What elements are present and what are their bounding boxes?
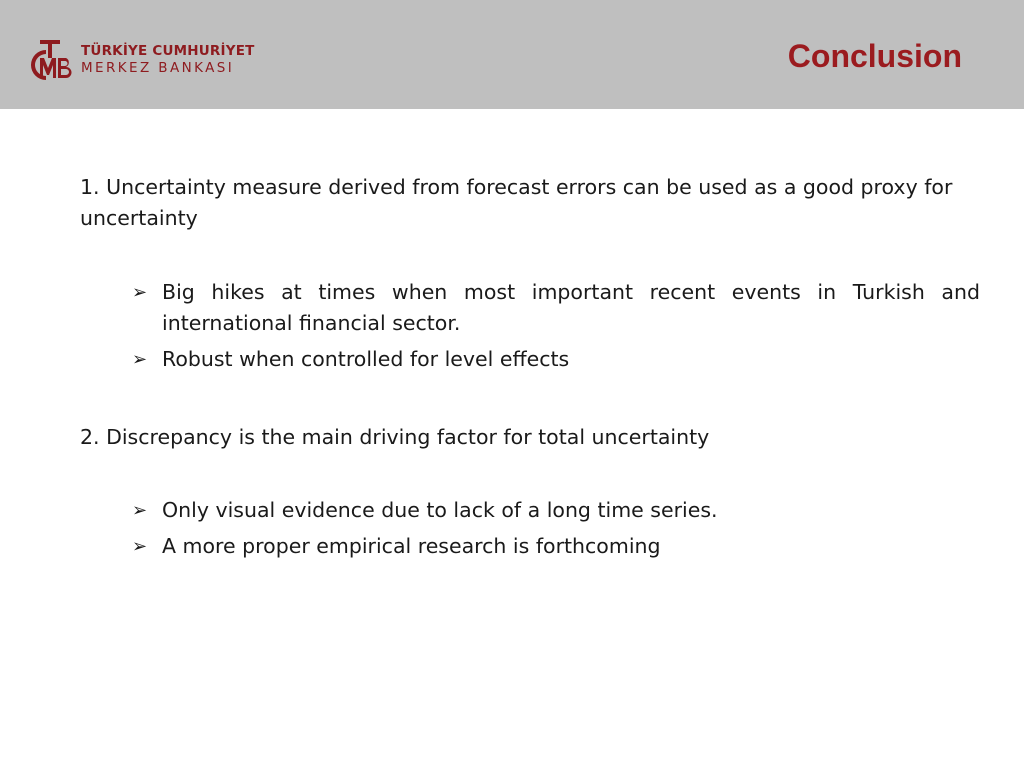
list-item-text: Big hikes at times when most important recent events in Turkish and international financial sector. xyxy=(162,280,980,335)
list-item xyxy=(80,495,980,526)
point-1-subitems xyxy=(80,277,980,375)
arrow-bullet-icon: ➢ xyxy=(132,536,148,557)
header-bar xyxy=(0,0,1024,109)
list-item xyxy=(80,531,980,562)
list-item-text: A more proper empirical research is forthcoming xyxy=(162,534,661,558)
list-item-text: Only visual evidence due to lack of a long time series. xyxy=(162,498,718,522)
arrow-bullet-icon: ➢ xyxy=(132,282,148,303)
list-item xyxy=(80,344,980,375)
slide-title: Conclusion xyxy=(787,38,962,74)
arrow-bullet-icon: ➢ xyxy=(132,500,148,521)
list-item-text: Robust when controlled for level effects xyxy=(162,347,570,371)
tcmb-logo-icon xyxy=(26,36,76,84)
point-2: 2. Discrepancy is the main driving factor for total uncertainty xyxy=(80,425,710,449)
cbrt-logo xyxy=(26,36,255,84)
logo-wordmark xyxy=(81,42,255,76)
logo-line-1: TÜRKİYE CUMHURİYET xyxy=(81,42,255,59)
logo-line-2: MERKEZ BANKASI xyxy=(81,60,235,76)
slide-body xyxy=(80,172,980,567)
point-2-subitems xyxy=(80,495,980,562)
list-item xyxy=(80,277,980,339)
point-1: 1. Uncertainty measure derived from forecast errors can be used as a good proxy for uncertainty xyxy=(80,175,953,230)
arrow-bullet-icon: ➢ xyxy=(132,349,148,370)
